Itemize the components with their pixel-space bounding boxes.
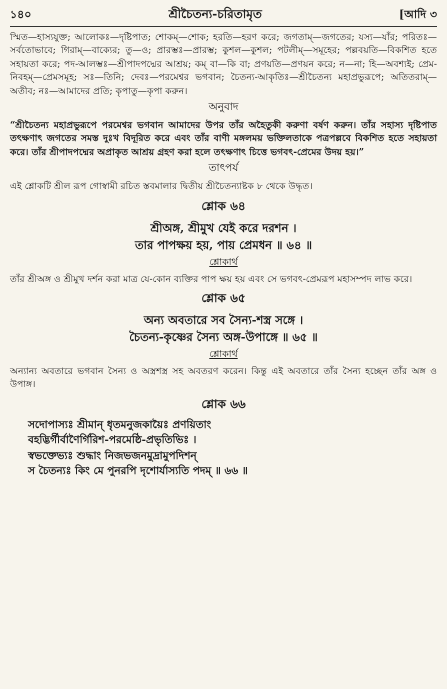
verse-66-heading: শ্লোক ৬৬	[201, 396, 246, 411]
page-number: ১৪০	[10, 8, 32, 21]
verse-65-line-2: চৈতন্য-কৃষ্ণের সৈন্য অঙ্গ-উপাঙ্গে ॥ ৬৫ ॥	[129, 330, 318, 345]
page-header	[10, 6, 437, 24]
verse-66-line-3: স্বভক্তেভ্যঃ শুদ্ধাং নিজভজনমুদ্রামুপদিশন্	[28, 449, 197, 462]
purport-paragraph: এই শ্লোকটি শ্রীল রূপ গোস্বামী রচিত স্তবমালার দ্বিতীয় শ্রীচৈতন্যাষ্টক ৮ থেকে উদ্ধৃত।	[10, 181, 313, 193]
verse-64-line-2: তার পাপক্ষয় হয়, পায় প্রেমধন ॥ ৬৪ ॥	[135, 237, 312, 252]
verse-66-line-1: সদোপাস্যঃ শ্রীমান্ ধৃতমনুজকায়ৈঃ প্রণয়িতাং	[28, 418, 212, 431]
verse-65-meaning-heading: শ্লোকার্থ	[209, 349, 238, 361]
verse-64-line-1: শ্রীঅঙ্গ, শ্রীমুখ যেই করে দরশন ।	[150, 220, 297, 235]
verse-64-meaning-heading: শ্লোকার্থ	[209, 256, 238, 268]
verse-64-heading: শ্লোক ৬৪	[201, 198, 246, 213]
synonyms-paragraph: স্মিত—হাস্যযুক্ত; আলোকঃ—দৃষ্টিপাত; শোকম্—শোক; হরতি—হরণ করে; জগতাম্—জগতের; যস্য—যাঁর; পরিতঃ—সর্বতোভাবে; গিরাম্—বাক্যের; তু—ও; প্রারম্ভঃ—প্রারম্ভ; কুশল—কুশল; পটলীম্—সমূহের; পল্লবয়তি—বিকশিত হতে সহায়তা করে; পদ-আলম্ভঃ—শ্রীপাদপদ্মের আশ্রয়; কম্ বা—কি বা; প্রণয়তি—প্রণয়ন করে; ন—না; হি—অবশ্যই; প্রেম-নিবহম্—প্রেমসমূহ; সঃ—তিনি; দেবঃ—পরমেশ্বর ভগবান; চৈতন্য-আকৃতিঃ—শ্রীচৈতন্য মহাপ্রভুরূপে; অতিতরাম্—অতীব; নঃ—আমাদের প্রতি; কৃপাতু—কৃপা করুন।	[10, 32, 438, 97]
verse-64-meaning: তাঁর শ্রীঅঙ্গ ও শ্রীমুখ দর্শন করা মাত্র যে-কোন ব্যক্তির পাপ ক্ষয় হয় এবং সে ভগবৎ-প্রেমরূপ মহাসম্পদ লাভ করে।	[10, 273, 413, 285]
verse-65-meaning: অন্যান্য অবতারে ভগবান সৈন্য ও অস্ত্রশস্ত্র সহ অবতরণ করেন। কিন্তু এই অবতারে তাঁর সৈন্য হচ্ছেন তাঁর অঙ্গ ও উপাঙ্গ।	[10, 366, 437, 391]
verse-66-line-2: বহদ্ভির্গীর্বাণৈর্গিরিশ-পরমেষ্ঠি-প্রভৃতিভিঃ ।	[28, 434, 197, 447]
verse-66-line-4: স চৈতন্যঃ কিং মে পুনরপি দৃশোর্যাস্যতি পদম্ ॥ ৬৬ ॥	[28, 465, 248, 478]
book-title: শ্রীচৈতন্য-চরিতামৃত	[168, 7, 262, 21]
section-label: [আদি ৩	[399, 8, 437, 21]
verse-65-heading: শ্লোক ৬৫	[201, 291, 246, 306]
header-rule	[10, 26, 437, 27]
translation-heading: অনুবাদ	[208, 101, 239, 114]
purport-heading: তাৎপর্য	[208, 162, 239, 175]
translation-paragraph: “শ্রীচৈতন্য মহাপ্রভুরূপে পরমেশ্বর ভগবান আমাদের উপর তাঁর অহৈতুকী করুণা বর্ষণ করুন। তাঁর সহাস্য দৃষ্টিপাত তৎক্ষণাৎ জগতের সমস্ত দুঃখ বিদূরিত করে এবং তাঁর বাণী মঙ্গলময় ভক্তিলতাকে পত্রপল্লবে বিকশিত হতে সহায়তা করে। তাঁর শ্রীপাদপদ্মের অপ্রাকৃত আশ্রয় গ্রহণ করা হলে তৎক্ষণাৎ চিত্তে ভগবৎ-প্রেমের উদয় হয়।”	[10, 120, 437, 158]
verse-65-line-1: অন্য অবতারে সব সৈন্য-শস্ত্র সঙ্গে ।	[143, 313, 304, 328]
